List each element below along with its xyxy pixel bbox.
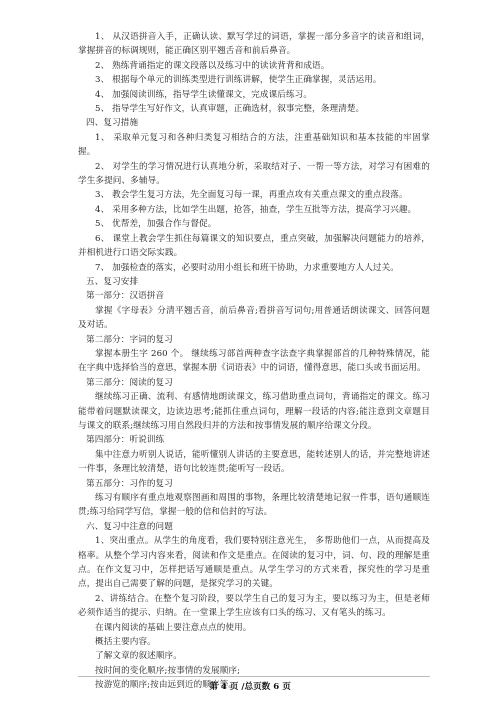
list-item: 2、 熟练背诵指定的课文段落以及练习中的读读背背和成语。	[95, 60, 330, 71]
section-heading: 六、复习中注意的问题	[86, 521, 173, 532]
document-body	[78, 30, 430, 693]
paragraph: 按时间的变化顺序;按事情的发展顺序;	[95, 665, 241, 676]
paragraph: 概括主要内容。	[95, 637, 156, 648]
paragraph: 按游览的顺序;按由远到近的顺序等。	[95, 680, 238, 691]
paragraph: 集中注意力听别人说话，能听懂别人讲话的主要意思，能转述别人的话，并完整地讲述一件事，条理比较清楚，语句比较连贯;能听写一段话。	[78, 449, 430, 475]
subsection-heading: 第一部分：汉语拼音	[86, 291, 165, 302]
footer-divider	[78, 676, 430, 677]
page-footer: 第 4 页 /总页数 6 页	[209, 682, 291, 692]
list-item: 2、 对学生的学习情况进行认真地分析，采取结对子、一帮一等方法，对学习有困难的学生多提问、多辅导。	[78, 161, 430, 187]
subsection-heading: 第四部分：听说训练	[86, 435, 165, 446]
paragraph: 练习有顺序有重点地观察图画和周围的事物，条理比较清楚地记叙一件事，语句通顺连贯;练习给同学写信，掌握一般的信和信封的写法。	[78, 493, 430, 518]
paragraph: 了解文章的叙述顺序。	[95, 651, 182, 662]
list-item: 6、 课堂上教会学生抓住每篇课文的知识要点，重点突破，加强解决问题能力的培养，并相机进行口语交际实践。	[78, 233, 430, 259]
paragraph: 在课内阅读的基础上要注意点点的使用。	[95, 622, 252, 633]
list-item: 3、 教会学生复习方法，先全面复习每一课，再重点攻有关重点课文的重点段落。	[95, 190, 408, 201]
paragraph: 1、突出重点。从学生的角度看，我们要特别注意光生， 多帮助他们一点，从而提高及格率。从整个学习内容来看，阅读和作文是重点。在阅读的复习中，词、句、段的理解是重点。在作文复习中，怎样把话写通顺是重点。从学生学习的方式来看，探究性的学习是重点，提出自己需要了解的问题，是探究学习的关键。	[78, 536, 430, 590]
list-item: 1、 采取单元复习和各种归类复习相结合的方法，注重基础知识和基本技能的牢固掌握。	[78, 132, 430, 158]
paragraph: 掌握《字母表》分清平翘舌音，前后鼻音;看拼音写词句;用普通话朗读课文、回答问题及对话。	[78, 305, 430, 331]
paragraph: 继续练习正确、流利、有感情地朗读课文，练习借助重点词句，背诵指定的课文。练习能带着问题默读课文，边读边思考;能抓住重点词句，理解一段话的内容;能注意到文章题目与课文的联系;继续练习用自然段归并的方法和按事情发展的顺序给课文分段。	[78, 392, 430, 431]
paragraph: 2、讲练结合。在整个复习阶段，要以学生自己的复习为主，要以练习为主，但是老师必须作适当的提示、归纳。在一堂课上学生应该有口头的练习、又有笔头的练习。	[78, 593, 430, 619]
list-item: 4、 采用多种方法，比如学生出题，抢答，抽查，学生互批等方法，提高学习兴趣。	[95, 204, 417, 215]
paragraph: 掌握本册生字 260 个。 继续练习部首两种查字法查字典掌握部首的几种特殊情况，能在字典中选择恰当的意思，掌握本册《词语表》中的词语，懂得意思，能口头或书面运用。	[78, 348, 430, 374]
list-item: 5、 指导学生写好作文，认真审题，正确选材，叙事完整，条理清楚。	[95, 104, 365, 115]
list-item: 5、 优帮差，加强合作与督促。	[95, 219, 217, 230]
list-item: 7、 加强检查的落实，必要时动用小组长和班干协助，力求重要地方人人过关。	[95, 262, 399, 273]
section-heading: 五、复习安排	[86, 276, 139, 287]
subsection-heading: 第三部分：阅读的复习	[86, 377, 173, 388]
subsection-heading: 第二部分：字词的复习	[86, 334, 173, 345]
list-item: 3、 根据每个单元的训练类型进行训练讲解，使学生正确掌握，灵活运用。	[95, 75, 382, 86]
list-item: 4、 加强阅读训练，指导学生读懂课文，完成课后练习。	[95, 89, 313, 100]
subsection-heading: 第五部分：习作的复习	[86, 478, 173, 489]
list-item: 1、 从汉语拼音入手，正确认读、默写学过的词语，掌握一部分多音字的读音和组词，掌握拼音的标调规则，能正确区别平翘舌音和前后鼻音。	[78, 32, 430, 57]
section-heading: 四、复习措施	[86, 118, 139, 129]
